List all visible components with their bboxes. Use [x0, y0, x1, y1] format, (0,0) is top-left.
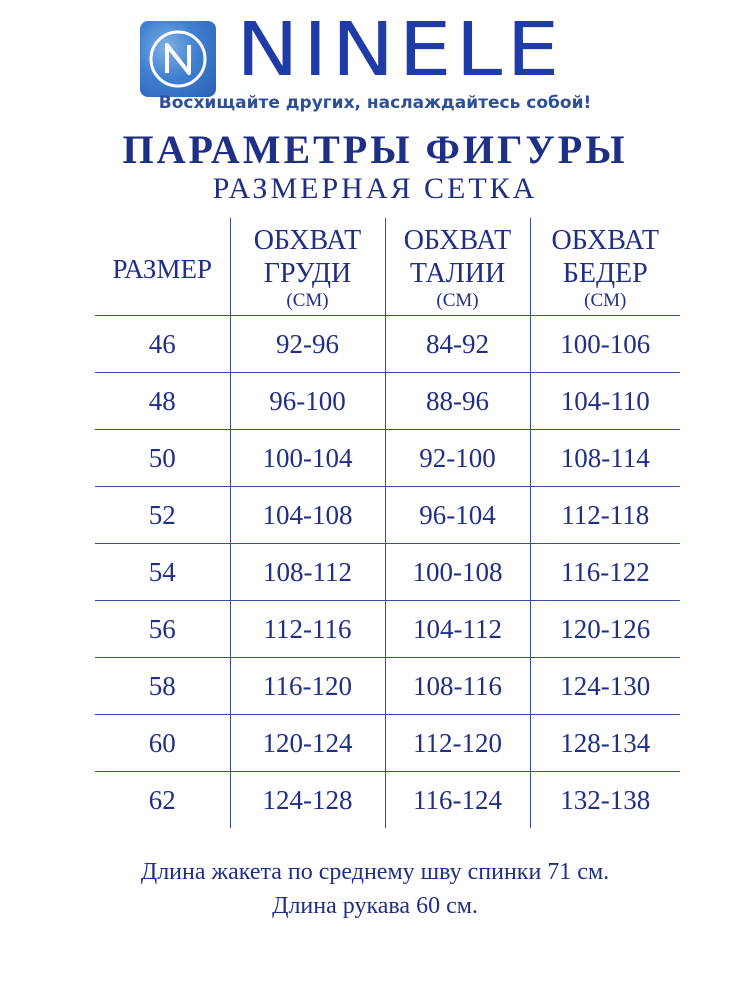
- header-size: РАЗМЕР: [112, 254, 212, 284]
- cell-chest: 96-100: [230, 373, 385, 430]
- table-row: [95, 430, 680, 487]
- table-row: [95, 487, 680, 544]
- cell-size: 50: [95, 430, 230, 487]
- table-row: [95, 316, 680, 373]
- cell-size: 52: [95, 487, 230, 544]
- table-row: [95, 601, 680, 658]
- table-header-row: [95, 218, 680, 316]
- cell-waist: 100-108: [385, 544, 530, 601]
- note-sleeve-length: Длина рукава 60 см.: [272, 893, 478, 919]
- cell-hips: 132-138: [530, 772, 680, 829]
- cell-chest: 124-128: [230, 772, 385, 829]
- cell-hips: 104-110: [530, 373, 680, 430]
- cell-waist: 84-92: [385, 316, 530, 373]
- note-jacket-length: Длина жакета по среднему шву спинки 71 см.: [140, 859, 610, 885]
- size-chart-table: [95, 218, 680, 828]
- cell-chest: 116-120: [230, 658, 385, 715]
- cell-size: 60: [95, 715, 230, 772]
- cell-size: 56: [95, 601, 230, 658]
- cell-size: 54: [95, 544, 230, 601]
- cell-hips: 100-106: [530, 316, 680, 373]
- cell-waist: 116-124: [385, 772, 530, 829]
- cell-hips: 124-130: [530, 658, 680, 715]
- cell-chest: 100-104: [230, 430, 385, 487]
- cell-waist: 104-112: [385, 601, 530, 658]
- cell-size: 62: [95, 772, 230, 829]
- cell-chest: 120-124: [230, 715, 385, 772]
- cell-chest: 112-116: [230, 601, 385, 658]
- table-row: [95, 373, 680, 430]
- page-subtitle: РАЗМЕРНАЯ СЕТКА: [212, 172, 538, 205]
- cell-waist: 92-100: [385, 430, 530, 487]
- brand-name: NINELE: [236, 6, 564, 93]
- cell-hips: 108-114: [530, 430, 680, 487]
- footer-notes: [0, 855, 750, 923]
- header-chest: ОБХВАТ ГРУДИ (СМ): [230, 218, 385, 316]
- cell-waist: 112-120: [385, 715, 530, 772]
- cell-chest: 92-96: [230, 316, 385, 373]
- cell-waist: 108-116: [385, 658, 530, 715]
- brand-tagline: Восхищайте других, наслаждайтесь собой!: [158, 93, 592, 113]
- table-row: [95, 544, 680, 601]
- cell-size: 58: [95, 658, 230, 715]
- table-row: [95, 772, 680, 829]
- cell-waist: 96-104: [385, 487, 530, 544]
- cell-size: 46: [148, 328, 176, 359]
- cell-chest: 104-108: [230, 487, 385, 544]
- table-row: [95, 715, 680, 772]
- cell-hips: 116-122: [530, 544, 680, 601]
- cell-hips: 112-118: [530, 487, 680, 544]
- cell-size: 48: [95, 373, 230, 430]
- page-title: ПАРАМЕТРЫ ФИГУРЫ: [122, 127, 628, 172]
- n-circle-logo-icon: [140, 21, 216, 97]
- header-hips: ОБХВАТ БЕДЕР (СМ): [530, 218, 680, 316]
- cell-chest: 108-112: [230, 544, 385, 601]
- cell-hips: 128-134: [530, 715, 680, 772]
- brand-header: [0, 6, 750, 94]
- cell-hips: 120-126: [530, 601, 680, 658]
- header-waist: ОБХВАТ ТАЛИИ (СМ): [385, 218, 530, 316]
- cell-waist: 88-96: [385, 373, 530, 430]
- table-row: [95, 658, 680, 715]
